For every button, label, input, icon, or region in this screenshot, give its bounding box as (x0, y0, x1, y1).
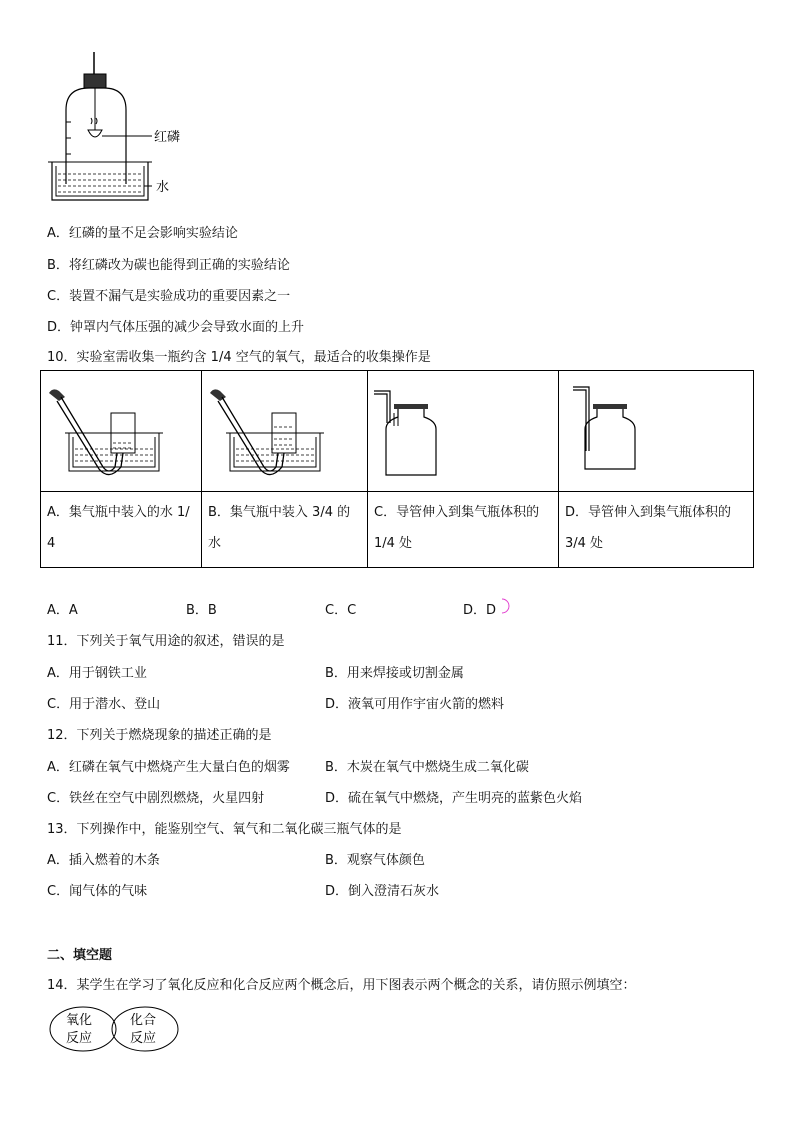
q10-cell-d: D．导管伸入到集气瓶体积的 3/4 处 (559, 492, 754, 568)
q10-answer-d: D．D (463, 603, 497, 618)
q12-stem: 12．下列关于燃烧现象的描述正确的是 (47, 728, 272, 743)
q10-figure-c (368, 371, 559, 492)
q12-option-d: D．硫在氧气中燃烧，产生明亮的蓝紫色火焰 (325, 791, 583, 806)
q10-cell-b: B．集气瓶中装入 3/4 的水 (202, 492, 368, 568)
q13-option-d: D．倒入澄清石灰水 (325, 884, 440, 899)
q11-option-c: C．用于潜水、登山 (47, 697, 161, 712)
venn-left-line2: 反应 (66, 1031, 93, 1046)
venn-diagram (48, 1004, 183, 1054)
q12-option-b: B．木炭在氧气中燃烧生成二氧化碳 (325, 760, 529, 775)
q10-answer-a: A．A (47, 603, 78, 618)
q10-cell-c: C．导管伸入到集气瓶体积的 1/4 处 (368, 492, 559, 568)
q12-option-a: A．红磷在氧气中燃烧产生大量白色的烟雾 (47, 760, 290, 775)
q13-option-b: B．观察气体颜色 (325, 853, 425, 868)
label-red-phosphorus: 红磷 (154, 130, 181, 145)
q13-stem: 13．下列操作中，能鉴别空气、氧气和二氧化碳三瓶气体的是 (47, 822, 402, 837)
q10-answer-b: B．B (186, 603, 217, 618)
q10-figure-a (41, 371, 202, 492)
q11-stem: 11．下列关于氧气用途的叙述，错误的是 (47, 634, 285, 649)
q10-answer-c: C．C (325, 603, 357, 618)
q11-option-b: B．用来焊接或切割金属 (325, 666, 464, 681)
q10-stem: 10．实验室需收集一瓶约含 1/4 空气的氧气，最适合的收集操作是 (47, 350, 431, 365)
q9-option-a: A．红磷的量不足会影响实验结论 (47, 226, 238, 241)
bell-jar-figure (44, 52, 224, 210)
venn-left-line1: 氧化 (66, 1013, 93, 1028)
label-water: 水 (156, 180, 170, 195)
q13-option-c: C．闻气体的气味 (47, 884, 148, 899)
q14-stem: 14．某学生在学习了氧化反应和化合反应两个概念后，用下图表示两个概念的关系，请仿照示例填空： (47, 978, 636, 993)
q13-option-a: A．插入燃着的木条 (47, 853, 160, 868)
section-title-fill-in: 二、填空题 (47, 948, 113, 963)
crescent-mark-icon (499, 598, 511, 614)
q10-figure-b (202, 371, 368, 492)
q9-option-b: B．将红磷改为碳也能得到正确的实验结论 (47, 258, 290, 273)
q12-option-c: C．铁丝在空气中剧烈燃烧，火星四射 (47, 791, 265, 806)
q9-option-c: C．装置不漏气是实验成功的重要因素之一 (47, 289, 291, 304)
q10-cell-a: A．集气瓶中装入的水 1/4 (41, 492, 202, 568)
q11-option-d: D．液氧可用作宇宙火箭的燃料 (325, 697, 505, 712)
venn-right-line2: 反应 (130, 1031, 157, 1046)
q11-option-a: A．用于钢铁工业 (47, 666, 147, 681)
q10-figure-d (559, 371, 754, 492)
q10-option-table (40, 370, 754, 568)
venn-right-line1: 化合 (130, 1013, 157, 1028)
q9-option-d: D．钟罩内气体压强的减少会导致水面的上升 (47, 320, 305, 335)
